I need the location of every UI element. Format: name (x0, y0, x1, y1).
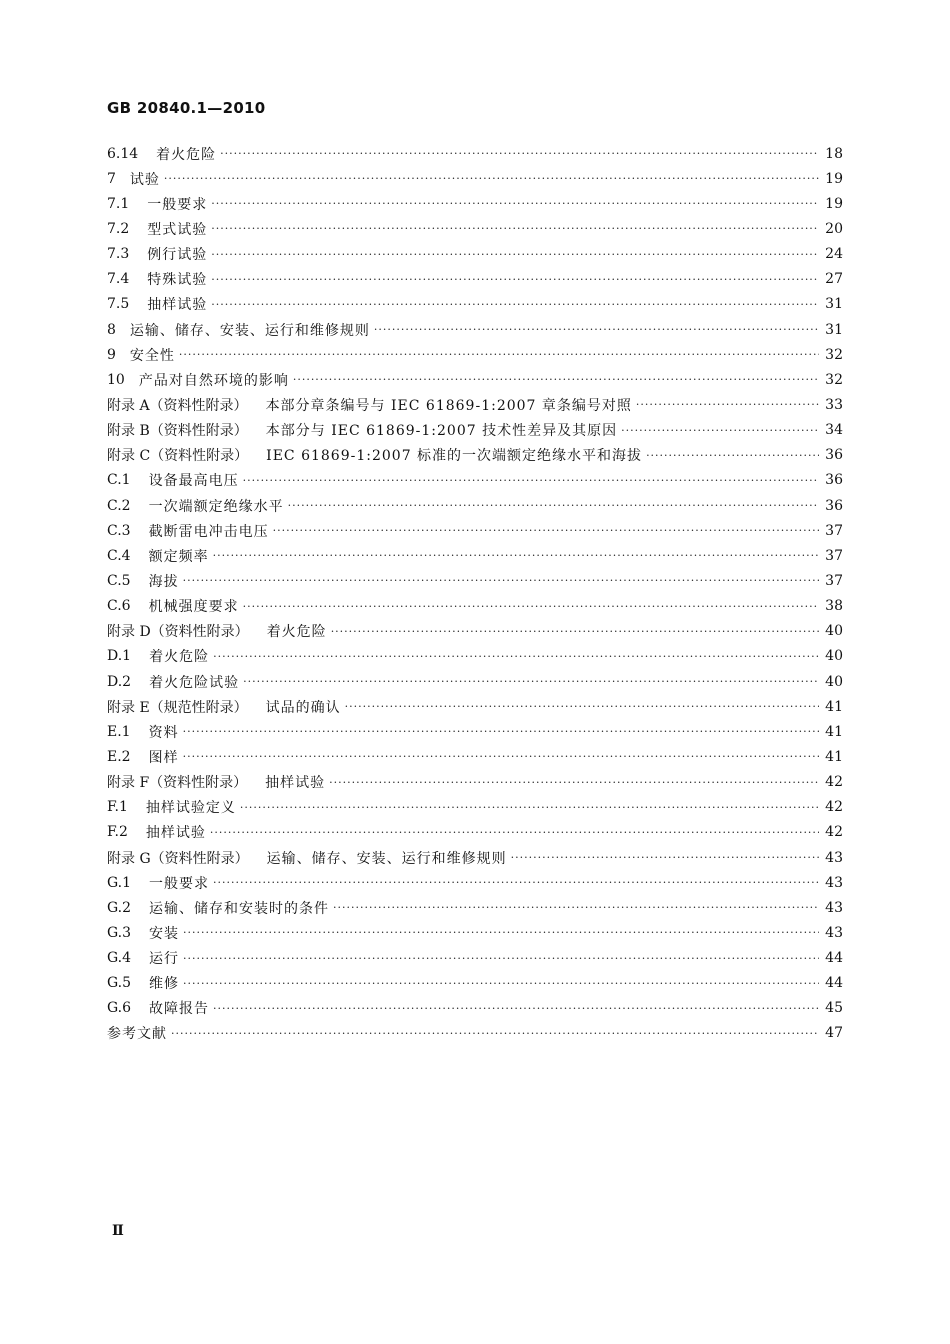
toc-entry-page: 37 (825, 572, 843, 589)
toc-entry-title: 运行 (149, 951, 180, 968)
toc-entry-title: 本部分章条编号与 IEC 61869-1:2007 章条编号对照 (265, 397, 632, 414)
toc-entry-page: 42 (825, 774, 843, 791)
toc-entry[interactable] (107, 719, 843, 744)
toc-dot-leader (243, 600, 819, 613)
toc-dot-leader (240, 801, 819, 814)
toc-dot-leader (331, 625, 819, 638)
toc-dot-leader (171, 1027, 819, 1040)
toc-entry-number: 7.1 (107, 195, 130, 212)
toc-entry-title: 机械强度要求 (148, 599, 239, 616)
toc-entry-number: 8 (107, 321, 116, 338)
toc-dot-leader (211, 197, 819, 210)
toc-entry[interactable] (107, 795, 843, 820)
toc-entry[interactable] (107, 418, 843, 443)
toc-dot-leader (211, 273, 819, 286)
toc-dot-leader (345, 700, 819, 713)
toc-entry[interactable] (107, 619, 843, 644)
toc-entry-page: 37 (825, 547, 843, 564)
toc-entry-page: 36 (825, 472, 843, 489)
toc-entry-title: 安全性 (129, 347, 175, 364)
toc-dot-leader (243, 675, 819, 688)
toc-entry[interactable] (107, 1021, 843, 1046)
toc-entry-title: 资料 (148, 724, 179, 741)
toc-entry-number: 附录 A（资料性附录） (107, 397, 248, 414)
toc-entry-number: 附录 E（规范性附录） (107, 699, 248, 716)
toc-entry-title: 抽样试验定义 (145, 800, 236, 817)
toc-entry-number: 6.14 (107, 145, 139, 162)
toc-entry-number: 10 (107, 371, 125, 388)
toc-entry[interactable] (107, 845, 843, 870)
toc-entry[interactable] (107, 946, 843, 971)
toc-entry-number: C.3 (107, 522, 131, 539)
toc-dot-leader (211, 298, 819, 311)
toc-entry-page: 42 (825, 799, 843, 816)
toc-entry[interactable] (107, 267, 843, 292)
toc-dot-leader (183, 725, 819, 738)
toc-entry[interactable] (107, 141, 843, 166)
toc-entry[interactable] (107, 242, 843, 267)
toc-entry-number: C.2 (107, 497, 131, 514)
toc-entry[interactable] (107, 166, 843, 191)
toc-entry-number: G.1 (107, 874, 132, 891)
toc-dot-leader (220, 147, 819, 160)
toc-entry[interactable] (107, 568, 843, 593)
toc-entry-page: 31 (825, 321, 843, 338)
toc-entry-title: 图样 (148, 749, 179, 766)
toc-entry-title: 故障报告 (149, 1001, 210, 1018)
toc-dot-leader (333, 901, 819, 914)
toc-entry-title: IEC 61869-1:2007 标准的一次端额定绝缘水平和海拔 (266, 448, 643, 465)
toc-entry-title: 运输、储存、安装、运行和维修规则 (266, 850, 507, 867)
toc-entry-number: G.6 (107, 1000, 132, 1017)
toc-entry-page: 36 (825, 497, 843, 514)
toc-dot-leader (179, 348, 819, 361)
toc-entry-title: 着火危险 (149, 649, 210, 666)
toc-entry-page: 31 (825, 296, 843, 313)
toc-entry-page: 40 (825, 623, 843, 640)
toc-dot-leader (183, 574, 819, 587)
toc-dot-leader (621, 424, 819, 437)
toc-entry-number: C.1 (107, 472, 131, 489)
toc-entry-title: 运输、储存、安装、运行和维修规则 (129, 322, 370, 339)
toc-entry-title: 本部分与 IEC 61869-1:2007 技术性差异及其原因 (265, 423, 618, 440)
toc-entry-title: 着火危险 (156, 146, 217, 163)
toc-entry-title: 维修 (149, 976, 180, 993)
toc-entry[interactable] (107, 292, 843, 317)
toc-entry-number: C.4 (107, 547, 131, 564)
toc-entry-number: 附录 D（资料性附录） (107, 624, 249, 641)
toc-entry-title: 海拔 (148, 573, 179, 590)
toc-entry-page: 40 (825, 673, 843, 690)
toc-entry-number: G.5 (107, 975, 132, 992)
toc-dot-leader (288, 499, 819, 512)
toc-entry-page: 44 (825, 950, 843, 967)
toc-entry-number: 附录 B（资料性附录） (107, 423, 248, 440)
toc-entry-number: D.1 (107, 648, 132, 665)
toc-entry-page: 44 (825, 975, 843, 992)
toc-entry-number: C.6 (107, 598, 131, 615)
toc-dot-leader (329, 776, 819, 789)
toc-entry-number: D.2 (107, 673, 132, 690)
toc-entry-number: G.3 (107, 924, 132, 941)
toc-entry-number: E.2 (107, 748, 131, 765)
toc-entry[interactable] (107, 669, 843, 694)
toc-entry-number: 7.4 (107, 271, 130, 288)
toc-entry-page: 43 (825, 874, 843, 891)
toc-dot-leader (183, 926, 819, 939)
toc-entry-page: 38 (825, 598, 843, 615)
page-number: Ⅱ (112, 1223, 124, 1239)
toc-dot-leader (213, 876, 819, 889)
toc-entry-page: 32 (825, 371, 843, 388)
toc-dot-leader (293, 373, 819, 386)
toc-entry-number: F.1 (107, 799, 128, 816)
toc-entry-page: 47 (825, 1025, 843, 1042)
table-of-contents (107, 141, 843, 1046)
toc-entry-page: 43 (825, 924, 843, 941)
toc-entry-page: 19 (825, 170, 843, 187)
toc-entry-page: 20 (825, 220, 843, 237)
toc-entry-page: 41 (825, 723, 843, 740)
toc-entry[interactable] (107, 518, 843, 543)
toc-entry-title: 抽样试验 (147, 297, 208, 314)
toc-dot-leader (374, 323, 819, 336)
toc-dot-leader (183, 977, 819, 990)
toc-entry-title: 着火危险试验 (149, 674, 240, 691)
toc-entry[interactable] (107, 317, 843, 342)
toc-entry[interactable] (107, 996, 843, 1021)
toc-entry-number: E.1 (107, 723, 131, 740)
toc-entry-page: 41 (825, 748, 843, 765)
toc-entry-title: 运输、储存和安装时的条件 (149, 900, 330, 917)
toc-entry[interactable] (107, 644, 843, 669)
toc-entry-page: 24 (825, 246, 843, 263)
toc-entry-title: 截断雷电冲击电压 (148, 523, 269, 540)
toc-entry-number: 7.3 (107, 246, 130, 263)
toc-entry-number: 附录 C（资料性附录） (107, 448, 249, 465)
toc-entry-number: G.4 (107, 950, 132, 967)
toc-entry-page: 27 (825, 271, 843, 288)
toc-entry-title: 额定频率 (148, 548, 209, 565)
toc-entry-page: 33 (825, 396, 843, 413)
toc-entry-number: 附录 G（资料性附录） (107, 850, 249, 867)
toc-entry-number: 7 (107, 170, 116, 187)
toc-dot-leader (511, 851, 819, 864)
toc-entry-page: 19 (825, 195, 843, 212)
toc-entry-title: 一般要求 (149, 875, 210, 892)
toc-entry[interactable] (107, 191, 843, 216)
toc-entry-title: 安装 (149, 925, 180, 942)
toc-dot-leader (243, 474, 819, 487)
toc-dot-leader (211, 222, 819, 235)
toc-entry[interactable] (107, 820, 843, 845)
toc-entry-title: 型式试验 (147, 221, 208, 238)
toc-entry-page: 32 (825, 346, 843, 363)
toc-entry[interactable] (107, 594, 843, 619)
toc-entry-number: 7.5 (107, 296, 130, 313)
toc-dot-leader (210, 826, 819, 839)
toc-entry-title: 试品的确认 (265, 699, 341, 716)
toc-entry-page: 41 (825, 698, 843, 715)
toc-entry[interactable] (107, 443, 843, 468)
toc-entry-page: 40 (825, 648, 843, 665)
toc-entry[interactable] (107, 216, 843, 241)
toc-dot-leader (213, 549, 819, 562)
toc-entry-page: 43 (825, 849, 843, 866)
toc-entry[interactable] (107, 895, 843, 920)
toc-entry[interactable] (107, 870, 843, 895)
toc-entry-page: 18 (825, 145, 843, 162)
toc-entry-page: 34 (825, 422, 843, 439)
toc-entry[interactable] (107, 367, 843, 392)
toc-dot-leader (213, 650, 819, 663)
toc-dot-leader (164, 172, 819, 185)
toc-entry-number: 附录 F（资料性附录） (107, 775, 248, 792)
toc-dot-leader (183, 750, 819, 763)
toc-dot-leader (636, 398, 819, 411)
toc-entry-number: C.5 (107, 572, 131, 589)
toc-entry-title: 抽样试验 (265, 775, 326, 792)
toc-entry-page: 37 (825, 522, 843, 539)
toc-dot-leader (213, 1002, 819, 1015)
toc-entry[interactable] (107, 543, 843, 568)
toc-entry-title: 试验 (129, 171, 160, 188)
toc-entry-title: 特殊试验 (147, 272, 208, 289)
toc-entry-title: 设备最高电压 (148, 473, 239, 490)
toc-entry-page: 45 (825, 1000, 843, 1017)
toc-entry[interactable] (107, 744, 843, 769)
toc-entry[interactable] (107, 468, 843, 493)
toc-entry-title: 抽样试验 (145, 825, 206, 842)
toc-entry[interactable] (107, 971, 843, 996)
toc-entry-title: 一次端额定绝缘水平 (148, 498, 284, 515)
toc-entry-number: F.2 (107, 824, 128, 841)
toc-entry[interactable] (107, 920, 843, 945)
toc-dot-leader (211, 248, 819, 261)
toc-entry[interactable] (107, 392, 843, 417)
toc-entry[interactable] (107, 493, 843, 518)
toc-entry[interactable] (107, 770, 843, 795)
toc-entry-page: 43 (825, 899, 843, 916)
document-code: GB 20840.1—2010 (107, 99, 266, 117)
toc-entry-title: 例行试验 (147, 247, 208, 264)
toc-entry[interactable] (107, 342, 843, 367)
toc-entry-page: 36 (825, 447, 843, 464)
toc-entry-number: 9 (107, 346, 116, 363)
toc-dot-leader (646, 449, 819, 462)
toc-entry-title: 着火危险 (266, 624, 327, 641)
toc-entry[interactable] (107, 694, 843, 719)
toc-entry-page: 42 (825, 824, 843, 841)
toc-entry-title: 产品对自然环境的影响 (138, 372, 289, 389)
toc-entry-title: 参考文献 (107, 1026, 167, 1043)
toc-dot-leader (183, 952, 819, 965)
toc-entry-number: G.2 (107, 899, 132, 916)
toc-entry-number: 7.2 (107, 220, 130, 237)
toc-dot-leader (273, 524, 819, 537)
toc-entry-title: 一般要求 (147, 196, 208, 213)
